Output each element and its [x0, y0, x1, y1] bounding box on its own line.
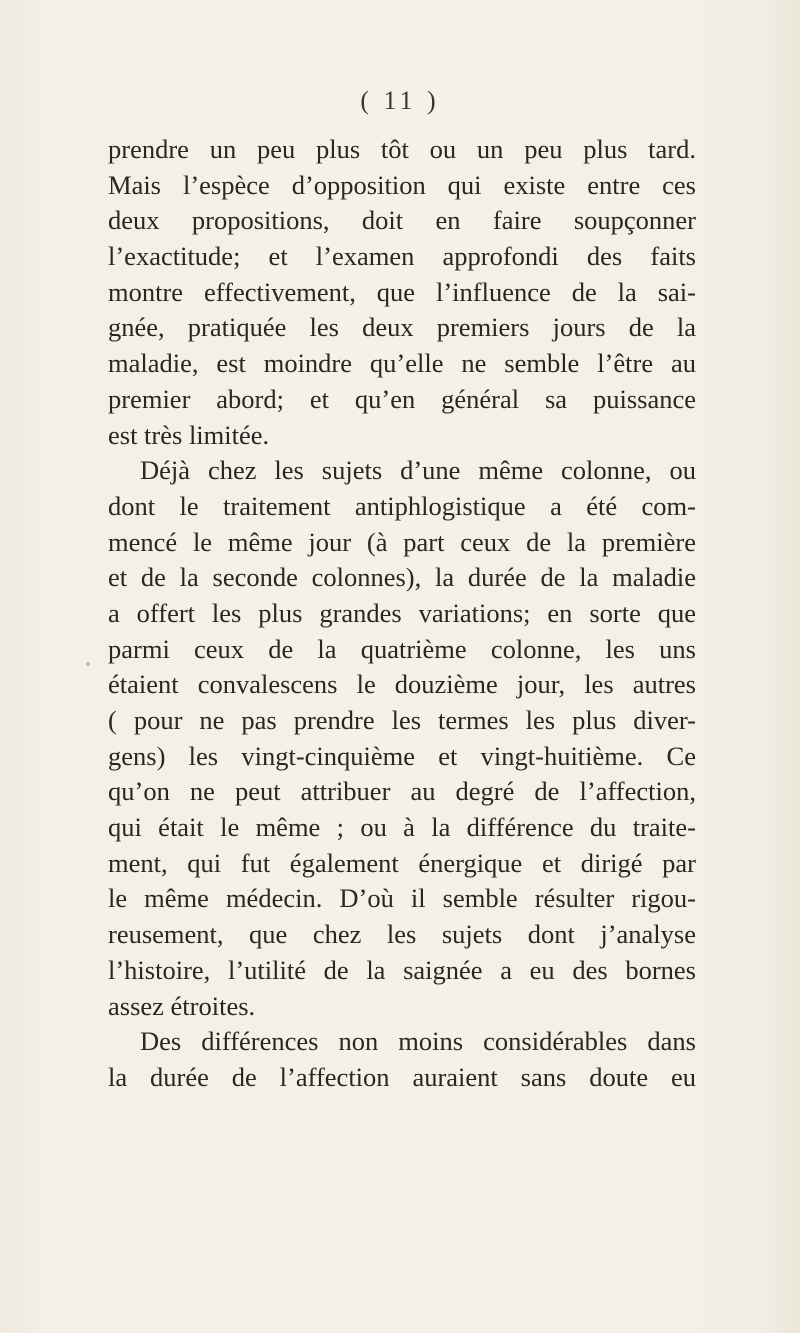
text-line: qui était le même ; ou à la différence du traite- [108, 812, 696, 843]
body-text [108, 132, 696, 1096]
text-line: ment, qui fut également énergique et dirigé par [108, 847, 696, 878]
text-line: étaient convalescens le douzième jour, les autres [108, 669, 696, 700]
text-line: reusement, que chez les sujets dont j’analyse [108, 919, 696, 950]
text-line: est très limitée. [108, 419, 270, 450]
text-line: Déjà chez les sujets d’une même colonne, ou [140, 455, 696, 486]
text-line: dont le traitement antiphlogistique a été com- [108, 490, 696, 521]
text-line: prendre un peu plus tôt ou un peu plus tard. [108, 134, 696, 164]
text-line: maladie, est moindre qu’elle ne semble l’être au [108, 348, 696, 379]
text-line: l’exactitude; et l’examen approfondi des faits [108, 241, 696, 272]
text-line: et de la seconde colonnes), la durée de la maladie [108, 562, 696, 593]
text-line: gens) les vingt-cinquième et vingt-huitième. Ce [108, 740, 696, 771]
text-line: qu’on ne peut attribuer au degré de l’affection, [108, 776, 696, 807]
text-line: a offert les plus grandes variations; en sorte que [108, 597, 696, 628]
page-number: ( 11 ) [360, 86, 440, 115]
ink-speck [86, 662, 90, 666]
text-line: gnée, pratiquée les deux premiers jours de la [108, 312, 696, 343]
text-line: mencé le même jour (à part ceux de la première [108, 526, 696, 557]
text-line: premier abord; et qu’en général sa puissance [108, 383, 696, 414]
text-line: Des différences non moins considérables dans [140, 1026, 696, 1057]
text-line: assez étroites. [108, 990, 256, 1021]
text-line: parmi ceux de la quatrième colonne, les uns [108, 633, 696, 664]
text-line: l’histoire, l’utilité de la saignée a eu des bornes [108, 954, 696, 985]
text-line: montre effectivement, que l’influence de la sai- [108, 276, 696, 307]
text-line: ( pour ne pas prendre les termes les plus diver- [108, 705, 696, 735]
text-line: Mais l’espèce d’opposition qui existe entre ces [108, 169, 696, 200]
text-line: deux propositions, doit en faire soupçonner [108, 205, 696, 236]
text-line: le même médecin. D’où il semble résulter rigou- [108, 883, 696, 914]
text-line: la durée de l’affection auraient sans doute eu [108, 1061, 696, 1092]
